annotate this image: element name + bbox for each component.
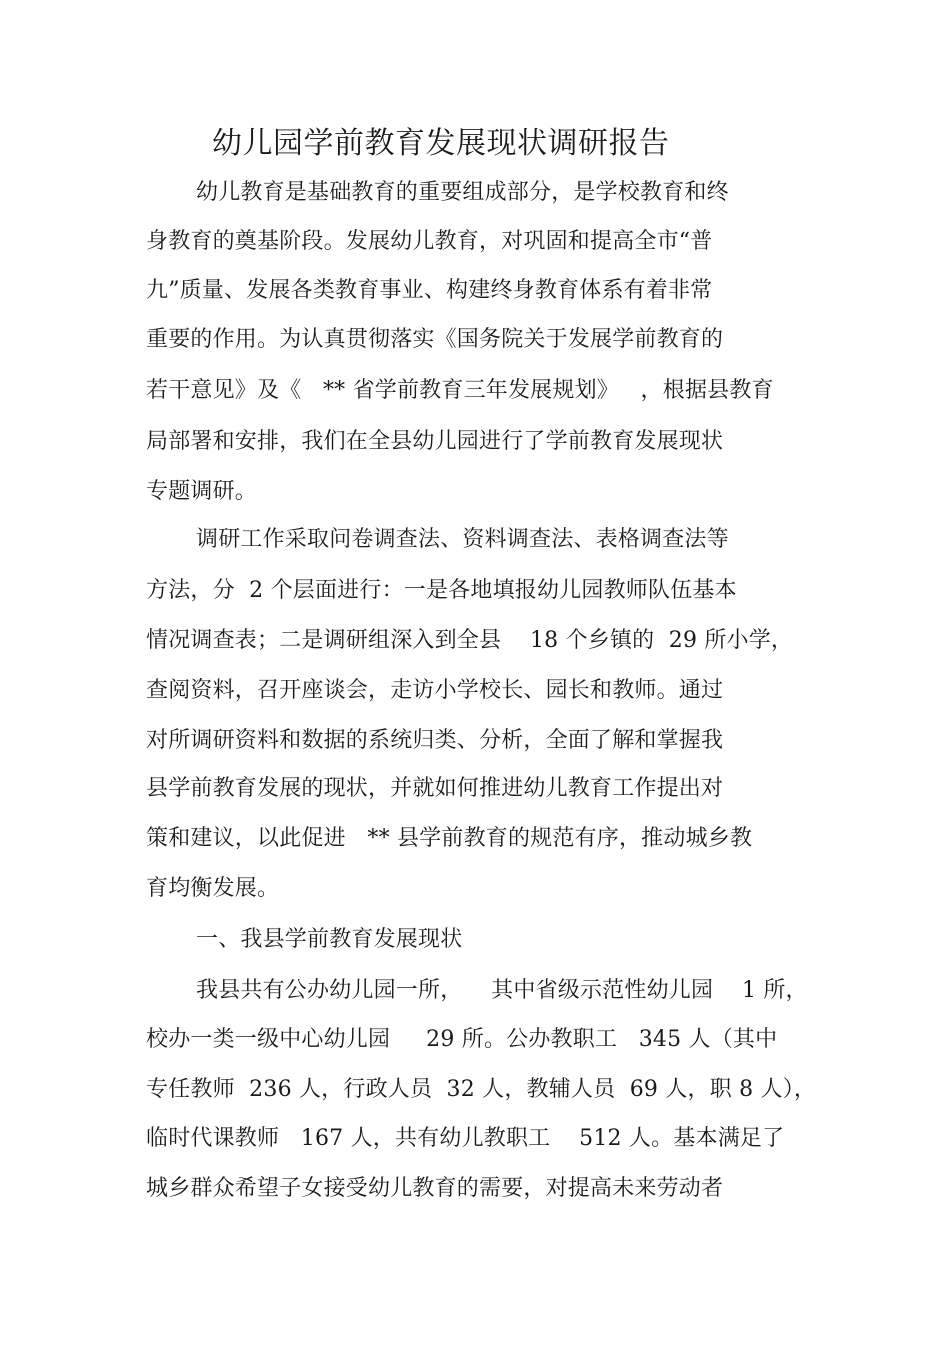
paragraph-line: 育均衡发展。 <box>146 876 280 901</box>
paragraph-line: 对所调研资料和数据的系统归类、分析，全面了解和掌握我 <box>146 728 724 753</box>
paragraph-line: 专任教师 236 人，行政人员 32 人，教辅人员 69 人，职 8 人）， <box>146 1077 817 1102</box>
paragraph-line: 情况调查表；二是调研组深入到全县 18 个乡镇的 29 所小学， <box>146 628 794 653</box>
paragraph-line: 校办一类一级中心幼儿园 29 所。公办教职工 345 人（其中 <box>146 1027 778 1052</box>
paragraph-line: 策和建议，以此促进 ** 县学前教育的规范有序，推动城乡教 <box>146 826 753 851</box>
document-title: 幼儿园学前教育发展现状调研报告 <box>212 126 670 161</box>
paragraph-line: 专题调研。 <box>146 479 258 504</box>
paragraph-line: 幼儿教育是基础教育的重要组成部分，是学校教育和终 <box>196 180 729 205</box>
paragraph-line: 方法，分 2 个层面进行：一是各地填报幼儿园教师队伍基本 <box>146 578 737 603</box>
paragraph-line: 九”质量、发展各类教育事业、构建终身教育体系有着非常 <box>146 278 713 303</box>
paragraph-line: 县学前教育发展的现状，并就如何推进幼儿教育工作提出对 <box>146 776 724 801</box>
paragraph-line: 若干意见》及《 ** 省学前教育三年发展规划》 ，根据县教育 <box>146 378 774 403</box>
paragraph-line: 重要的作用。为认真贯彻落实《国务院关于发展学前教育的 <box>146 327 724 352</box>
paragraph-line: 城乡群众希望子女接受幼儿教育的需要，对提高未来劳动者 <box>146 1176 724 1201</box>
paragraph-line: 调研工作采取问卷调查法、资料调查法、表格调查法等 <box>196 527 729 552</box>
paragraph-line: 局部署和安排，我们在全县幼儿园进行了学前教育发展现状 <box>146 429 724 454</box>
paragraph-line: 临时代课教师 167 人，共有幼儿教职工 512 人。基本满足了 <box>146 1126 785 1151</box>
section-heading: 一、我县学前教育发展现状 <box>196 927 463 952</box>
paragraph-line: 我县共有公办幼儿园一所， 其中省级示范性幼儿园 1 所， <box>196 978 808 1003</box>
paragraph-line: 身教育的奠基阶段。发展幼儿教育，对巩固和提高全市“普 <box>146 229 713 254</box>
paragraph-line: 查阅资料，召开座谈会，走访小学校长、园长和教师。通过 <box>146 678 724 703</box>
